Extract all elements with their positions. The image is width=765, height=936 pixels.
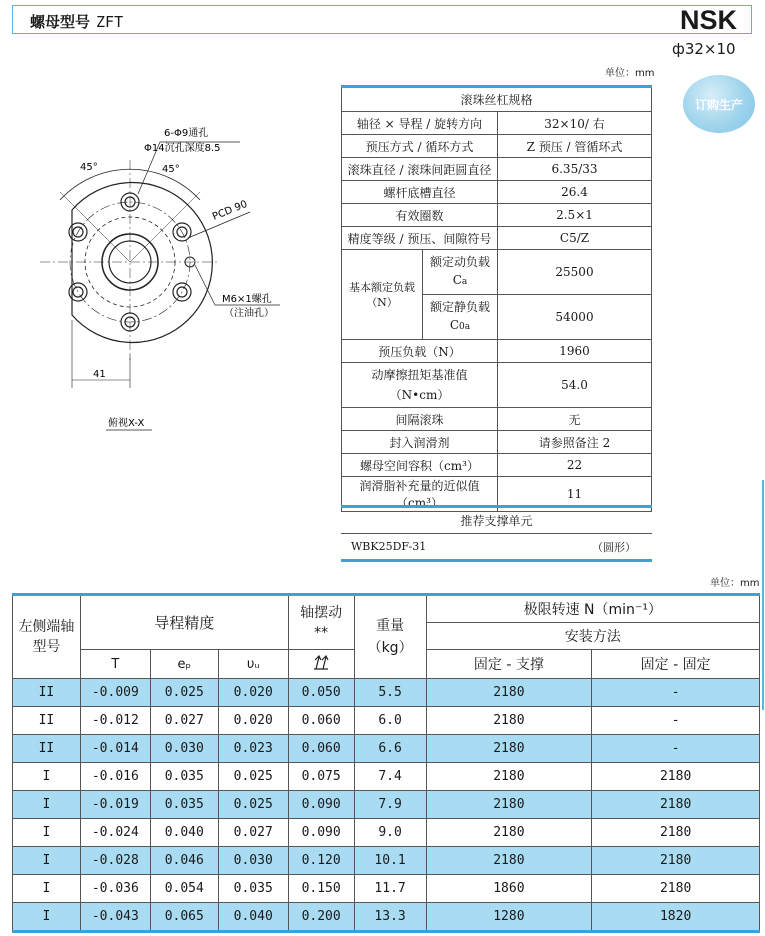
spec-label: 有效圈数 xyxy=(342,204,498,227)
spec-value: 6.35/33 xyxy=(498,158,652,181)
table-row xyxy=(13,735,760,763)
spec-value: C5/Z xyxy=(498,227,652,250)
cell-w: 6.6 xyxy=(354,735,426,763)
cell-ff: 2180 xyxy=(592,763,760,791)
static-load-subscript: 0a xyxy=(459,322,471,332)
cell-ff: 2180 xyxy=(592,791,760,819)
spec-value: 11 xyxy=(498,477,652,512)
cell-run: 0.090 xyxy=(288,819,354,847)
table-row xyxy=(13,847,760,875)
view-caption: 俯视X-X xyxy=(108,418,145,429)
cell-type: II xyxy=(13,707,81,735)
cell-type: II xyxy=(13,679,81,707)
header-fixed-support: 固定 - 支撑 xyxy=(426,650,592,679)
support-title: 推荐支撑单元 xyxy=(341,507,652,534)
cell-fs: 2180 xyxy=(426,819,592,847)
oil-hole-sub: （注油孔） xyxy=(224,308,274,319)
spec-label: 润滑脂补充量的近似值（cm³） xyxy=(342,477,498,512)
cell-run: 0.150 xyxy=(288,875,354,903)
spec-label: 滚珠直径 / 滚珠间距圆直径 xyxy=(342,158,498,181)
spec-row xyxy=(342,431,652,454)
dynamic-load-label-cell xyxy=(423,250,498,295)
spec-row xyxy=(342,135,652,158)
header-runout: 轴摆动 xyxy=(300,604,343,621)
cell-type: II xyxy=(13,735,81,763)
cell-t: -0.016 xyxy=(80,763,150,791)
torque-label-cell xyxy=(342,363,498,408)
spec-title: 滚珠丝杠规格 xyxy=(342,87,652,112)
cell-w: 7.9 xyxy=(354,791,426,819)
spec-value: Z 预压 / 管循环式 xyxy=(498,135,652,158)
cell-ep: 0.035 xyxy=(150,763,218,791)
static-load-symbol: C xyxy=(449,318,460,332)
cell-vu: 0.023 xyxy=(218,735,288,763)
spec-value: 1960 xyxy=(498,340,652,363)
torque-unit: （N•cm） xyxy=(389,388,450,402)
cell-type: I xyxy=(13,763,81,791)
header-weight-unit: （kg） xyxy=(367,640,413,656)
cell-fs: 1280 xyxy=(426,903,592,932)
cell-type: I xyxy=(13,903,81,932)
cell-ep: 0.054 xyxy=(150,875,218,903)
spec-label: 间隔滚珠 xyxy=(342,408,498,431)
support-unit-table xyxy=(341,505,652,562)
flange-drawing xyxy=(20,120,330,440)
cell-vu: 0.025 xyxy=(218,763,288,791)
cell-run: 0.050 xyxy=(288,679,354,707)
header-weight-cell xyxy=(354,595,426,679)
dimension-41: 41 xyxy=(93,369,106,380)
cell-vu: 0.020 xyxy=(218,679,288,707)
load-group-cell xyxy=(342,250,423,340)
spec-value: 2.5×1 xyxy=(498,204,652,227)
table-row xyxy=(13,875,760,903)
cell-w: 13.3 xyxy=(354,903,426,932)
spec-label: 螺杆底槽直径 xyxy=(342,181,498,204)
spec-label: 螺母空间容积（cm³） xyxy=(342,454,498,477)
header-weight: 重量 xyxy=(376,618,405,634)
cell-fs: 2180 xyxy=(426,847,592,875)
cell-ff: - xyxy=(592,735,760,763)
header-install: 安装方法 xyxy=(426,623,759,650)
table-row xyxy=(13,679,760,707)
header-fixed-fixed: 固定 - 固定 xyxy=(592,650,760,679)
cell-fs: 2180 xyxy=(426,679,592,707)
cell-type: I xyxy=(13,847,81,875)
spec-value: 22 xyxy=(498,454,652,477)
static-load-label-cell xyxy=(423,295,498,340)
spec-value: 无 xyxy=(498,408,652,431)
cell-ff: 2180 xyxy=(592,847,760,875)
spec-label: 轴径 × 导程 / 旋转方向 xyxy=(342,112,498,135)
static-load-label: 额定静负载 xyxy=(429,300,490,314)
cell-fs: 1860 xyxy=(426,875,592,903)
angle-left-label: 45° xyxy=(80,162,98,173)
cell-t: -0.012 xyxy=(80,707,150,735)
cell-t: -0.036 xyxy=(80,875,150,903)
table-row xyxy=(13,763,760,791)
spec-row xyxy=(342,408,652,431)
load-group: 基本额定负载 xyxy=(349,280,415,294)
title-text: 螺母型号 xyxy=(30,13,91,31)
side-accent-bar xyxy=(762,480,764,710)
cell-w: 9.0 xyxy=(354,819,426,847)
cell-ff: 2180 xyxy=(592,819,760,847)
cell-ff: - xyxy=(592,707,760,735)
spec-label: 精度等级 / 预压、间隙符号 xyxy=(342,227,498,250)
spec-row xyxy=(342,112,652,135)
unit-label-bottom: 单位：mm xyxy=(710,578,760,589)
table-row xyxy=(13,819,760,847)
spec-value: 26.4 xyxy=(498,181,652,204)
cell-fs: 2180 xyxy=(426,707,592,735)
cell-w: 7.4 xyxy=(354,763,426,791)
dynamic-load-symbol: C xyxy=(452,273,462,287)
angle-right-label: 45° xyxy=(162,164,180,175)
hole-note: 6-Φ9通孔 xyxy=(164,128,209,139)
header-runout-mark: ** xyxy=(314,624,329,641)
cell-type: I xyxy=(13,791,81,819)
header-t: T xyxy=(80,650,150,679)
spec-label: 预压负载（N） xyxy=(342,340,498,363)
dynamic-load-value: 25500 xyxy=(498,250,652,295)
cell-run: 0.200 xyxy=(288,903,354,932)
unit-label-top: 单位：mm xyxy=(605,68,655,79)
spec-row xyxy=(342,181,652,204)
cell-ep: 0.027 xyxy=(150,707,218,735)
cell-vu: 0.030 xyxy=(218,847,288,875)
cell-vu: 0.027 xyxy=(218,819,288,847)
counterbore-note: Φ14沉孔深度8.5 xyxy=(144,143,221,154)
cell-vu: 0.025 xyxy=(218,791,288,819)
cell-vu: 0.020 xyxy=(218,707,288,735)
cell-ff: - xyxy=(592,679,760,707)
main-spec-table xyxy=(12,593,760,933)
cell-t: -0.043 xyxy=(80,903,150,932)
cell-type: I xyxy=(13,819,81,847)
brand-logo: NSK xyxy=(680,5,738,35)
spec-label: 预压方式 / 循环方式 xyxy=(342,135,498,158)
cell-t: -0.024 xyxy=(80,819,150,847)
spec-value: 32×10/ 右 xyxy=(498,112,652,135)
spec-row xyxy=(342,454,652,477)
header-speed: 极限转速 N（min⁻¹） xyxy=(426,595,759,623)
support-shape: （圆形） xyxy=(523,534,652,561)
cell-ff: 1820 xyxy=(592,903,760,932)
torque-label: 动摩擦扭矩基准值 xyxy=(371,368,468,382)
cell-t: -0.019 xyxy=(80,791,150,819)
flange-outline xyxy=(72,183,212,343)
spec-label: 封入润滑剂 xyxy=(342,431,498,454)
table-row xyxy=(13,791,760,819)
cell-ep: 0.065 xyxy=(150,903,218,932)
page-title xyxy=(30,11,123,32)
cell-run: 0.060 xyxy=(288,707,354,735)
cell-w: 10.1 xyxy=(354,847,426,875)
cell-w: 5.5 xyxy=(354,679,426,707)
dynamic-load-subscript: a xyxy=(461,277,468,287)
oil-hole-label: M6×1螺孔 xyxy=(222,294,272,305)
table-row xyxy=(13,707,760,735)
cell-ff: 2180 xyxy=(592,875,760,903)
torque-value: 54.0 xyxy=(498,363,652,408)
support-model: WBK25DF-31 xyxy=(341,534,523,561)
cell-ep: 0.035 xyxy=(150,791,218,819)
cell-type: I xyxy=(13,875,81,903)
table-row xyxy=(13,903,760,932)
runout-symbol-icon xyxy=(311,652,331,672)
cell-vu: 0.040 xyxy=(218,903,288,932)
spec-row xyxy=(342,158,652,181)
cell-run: 0.090 xyxy=(288,791,354,819)
cell-vu: 0.035 xyxy=(218,875,288,903)
cell-w: 11.7 xyxy=(354,875,426,903)
cell-t: -0.014 xyxy=(80,735,150,763)
cell-ep: 0.046 xyxy=(150,847,218,875)
header-runout-cell xyxy=(288,595,354,650)
cell-run: 0.075 xyxy=(288,763,354,791)
spec-row xyxy=(342,340,652,363)
spec-row xyxy=(342,227,652,250)
header-ep: eₚ xyxy=(150,650,218,679)
model-code: ZFT xyxy=(96,13,124,31)
pcd-label: PCD 90 xyxy=(211,198,250,223)
spec-table xyxy=(341,85,652,512)
header-model: 左侧端轴型号 xyxy=(13,595,81,679)
cell-run: 0.060 xyxy=(288,735,354,763)
runout-symbol-cell xyxy=(288,650,354,679)
header-vu: υᵤ xyxy=(218,650,288,679)
cell-ep: 0.030 xyxy=(150,735,218,763)
cell-run: 0.120 xyxy=(288,847,354,875)
spec-row xyxy=(342,204,652,227)
cell-fs: 2180 xyxy=(426,763,592,791)
cell-fs: 2180 xyxy=(426,735,592,763)
cell-t: -0.028 xyxy=(80,847,150,875)
cell-ep: 0.040 xyxy=(150,819,218,847)
order-production-badge: 订购生产 xyxy=(683,75,755,133)
load-group-unit: （N） xyxy=(366,295,398,309)
cell-t: -0.009 xyxy=(80,679,150,707)
cell-fs: 2180 xyxy=(426,791,592,819)
dynamic-load-label: 额定动负载 xyxy=(429,255,490,269)
header-lead-accuracy: 导程精度 xyxy=(80,595,288,650)
diameter-label: ф32×10 xyxy=(672,40,736,58)
static-load-value: 54000 xyxy=(498,295,652,340)
spec-value: 请参照备注 2 xyxy=(498,431,652,454)
cell-w: 6.0 xyxy=(354,707,426,735)
cell-ep: 0.025 xyxy=(150,679,218,707)
